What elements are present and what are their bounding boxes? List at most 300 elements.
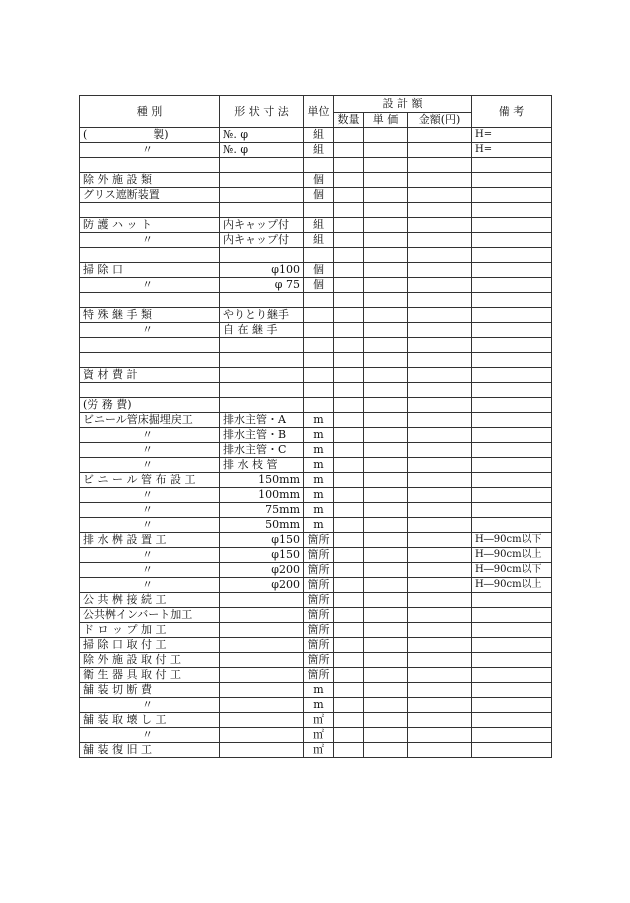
row-note — [472, 233, 552, 248]
row-shape — [220, 743, 304, 758]
row-shape: 排水主管・B — [220, 428, 304, 443]
row-kind: 〃 — [80, 233, 220, 248]
table-row — [80, 578, 552, 593]
row-kind — [80, 353, 220, 368]
row-unit: m — [304, 518, 334, 533]
row-qty — [334, 593, 364, 608]
table-row — [80, 743, 552, 758]
row-shape — [220, 173, 304, 188]
row-qty — [334, 128, 364, 143]
row-note — [472, 413, 552, 428]
table-row — [80, 128, 552, 143]
row-qty — [334, 233, 364, 248]
row-unit: m — [304, 503, 334, 518]
table-row — [80, 563, 552, 578]
row-unit: 組 — [304, 233, 334, 248]
header-unit: 単位 — [304, 96, 334, 128]
row-unit: 箇所 — [304, 563, 334, 578]
row-qty — [334, 428, 364, 443]
row-price — [364, 443, 408, 458]
header-qty: 数量 — [334, 113, 364, 128]
row-note — [472, 683, 552, 698]
row-kind: グリス遮断装置 — [80, 188, 220, 203]
row-amount — [408, 503, 472, 518]
row-price — [364, 668, 408, 683]
row-amount — [408, 278, 472, 293]
row-qty — [334, 278, 364, 293]
row-unit: ㎡ — [304, 728, 334, 743]
row-qty — [334, 683, 364, 698]
row-unit: m — [304, 443, 334, 458]
row-shape: 50mm — [220, 518, 304, 533]
row-shape: φ150 — [220, 533, 304, 548]
row-price — [364, 338, 408, 353]
row-amount — [408, 608, 472, 623]
table-row — [80, 623, 552, 638]
row-unit: m — [304, 488, 334, 503]
row-note: H= — [472, 128, 552, 143]
row-shape: φ100 — [220, 263, 304, 278]
row-qty — [334, 458, 364, 473]
row-amount — [408, 518, 472, 533]
row-amount — [408, 218, 472, 233]
row-note — [472, 743, 552, 758]
row-price — [364, 353, 408, 368]
table-row — [80, 353, 552, 368]
table-row — [80, 488, 552, 503]
row-qty — [334, 743, 364, 758]
row-note: H―90cm以上 — [472, 578, 552, 593]
row-note: H―90cm以下 — [472, 533, 552, 548]
row-shape — [220, 383, 304, 398]
row-qty — [334, 368, 364, 383]
row-qty — [334, 158, 364, 173]
row-price — [364, 398, 408, 413]
row-note — [472, 503, 552, 518]
row-note — [472, 458, 552, 473]
row-qty — [334, 308, 364, 323]
row-shape — [220, 338, 304, 353]
row-note — [472, 293, 552, 308]
row-kind: 〃 — [80, 503, 220, 518]
table-row — [80, 278, 552, 293]
table-row — [80, 308, 552, 323]
row-shape — [220, 698, 304, 713]
row-shape — [220, 593, 304, 608]
row-unit: m — [304, 683, 334, 698]
row-unit: 個 — [304, 263, 334, 278]
table-row — [80, 713, 552, 728]
row-note — [472, 248, 552, 263]
row-shape — [220, 713, 304, 728]
row-note — [472, 308, 552, 323]
row-note — [472, 428, 552, 443]
row-note — [472, 638, 552, 653]
row-qty — [334, 218, 364, 233]
row-unit — [304, 338, 334, 353]
row-amount — [408, 578, 472, 593]
table-row — [80, 503, 552, 518]
row-shape: φ 75 — [220, 278, 304, 293]
row-price — [364, 173, 408, 188]
row-note — [472, 398, 552, 413]
row-kind: 〃 — [80, 548, 220, 563]
row-kind: 〃 — [80, 143, 220, 158]
row-unit: 組 — [304, 143, 334, 158]
row-unit: 箇所 — [304, 653, 334, 668]
row-amount — [408, 368, 472, 383]
row-price — [364, 683, 408, 698]
table-row — [80, 518, 552, 533]
row-price — [364, 323, 408, 338]
row-amount — [408, 653, 472, 668]
row-amount — [408, 398, 472, 413]
row-qty — [334, 203, 364, 218]
table-row — [80, 443, 552, 458]
row-shape — [220, 368, 304, 383]
row-qty — [334, 263, 364, 278]
row-note — [472, 728, 552, 743]
row-price — [364, 728, 408, 743]
row-unit: 組 — [304, 128, 334, 143]
table-row — [80, 413, 552, 428]
row-kind: 〃 — [80, 458, 220, 473]
row-note — [472, 473, 552, 488]
row-qty — [334, 248, 364, 263]
row-price — [364, 548, 408, 563]
row-note — [472, 353, 552, 368]
row-amount — [408, 263, 472, 278]
row-note — [472, 173, 552, 188]
row-note — [472, 518, 552, 533]
row-kind: 〃 — [80, 698, 220, 713]
row-shape: 排水主管・C — [220, 443, 304, 458]
row-price — [364, 278, 408, 293]
row-kind: 〃 — [80, 488, 220, 503]
row-shape — [220, 728, 304, 743]
row-note — [472, 158, 552, 173]
row-kind: 舗 装 切 断 費 — [80, 683, 220, 698]
row-kind: 除 外 施 設 類 — [80, 173, 220, 188]
row-unit — [304, 308, 334, 323]
row-unit: m — [304, 428, 334, 443]
row-note — [472, 218, 552, 233]
row-note — [472, 608, 552, 623]
table-row — [80, 143, 552, 158]
row-unit: ㎡ — [304, 743, 334, 758]
row-shape — [220, 188, 304, 203]
row-kind: 除 外 施 設 取 付 工 — [80, 653, 220, 668]
row-qty — [334, 443, 364, 458]
row-amount — [408, 308, 472, 323]
row-price — [364, 653, 408, 668]
row-shape — [220, 293, 304, 308]
row-shape: 内キャップ付 — [220, 218, 304, 233]
table-row — [80, 728, 552, 743]
row-qty — [334, 293, 364, 308]
row-price — [364, 383, 408, 398]
row-amount — [408, 668, 472, 683]
row-amount — [408, 143, 472, 158]
row-shape: やりとり継手 — [220, 308, 304, 323]
row-amount — [408, 488, 472, 503]
row-qty — [334, 323, 364, 338]
row-unit: 箇所 — [304, 638, 334, 653]
table-row — [80, 323, 552, 338]
row-note — [472, 323, 552, 338]
row-price — [364, 638, 408, 653]
table-row — [80, 338, 552, 353]
row-shape — [220, 653, 304, 668]
row-qty — [334, 533, 364, 548]
row-shape: φ150 — [220, 548, 304, 563]
row-amount — [408, 593, 472, 608]
row-qty — [334, 668, 364, 683]
table-row — [80, 158, 552, 173]
table-row — [80, 293, 552, 308]
row-amount — [408, 698, 472, 713]
row-amount — [408, 563, 472, 578]
row-note — [472, 668, 552, 683]
row-qty — [334, 338, 364, 353]
row-note: H―90cm以下 — [472, 563, 552, 578]
row-amount — [408, 158, 472, 173]
row-shape — [220, 683, 304, 698]
row-qty — [334, 143, 364, 158]
row-unit: 個 — [304, 173, 334, 188]
row-shape: 75mm — [220, 503, 304, 518]
row-unit — [304, 398, 334, 413]
row-qty — [334, 398, 364, 413]
table-row — [80, 698, 552, 713]
row-amount — [408, 428, 472, 443]
row-note — [472, 263, 552, 278]
row-kind: 掃 除 口 — [80, 263, 220, 278]
row-unit — [304, 203, 334, 218]
table-row — [80, 593, 552, 608]
row-amount — [408, 353, 472, 368]
table-row — [80, 668, 552, 683]
row-unit: 箇所 — [304, 593, 334, 608]
table-row — [80, 383, 552, 398]
row-qty — [334, 353, 364, 368]
row-kind: 資 材 費 計 — [80, 368, 220, 383]
row-note — [472, 278, 552, 293]
row-qty — [334, 488, 364, 503]
row-unit: m — [304, 413, 334, 428]
row-unit: 個 — [304, 278, 334, 293]
row-amount — [408, 473, 472, 488]
row-note — [472, 713, 552, 728]
row-shape — [220, 353, 304, 368]
row-kind: ビ ニ ー ル 管 布 設 工 — [80, 473, 220, 488]
table-row — [80, 653, 552, 668]
row-amount — [408, 233, 472, 248]
row-note: H= — [472, 143, 552, 158]
row-amount — [408, 443, 472, 458]
row-unit — [304, 248, 334, 263]
row-amount — [408, 638, 472, 653]
row-qty — [334, 383, 364, 398]
row-price — [364, 578, 408, 593]
row-amount — [408, 203, 472, 218]
row-unit — [304, 353, 334, 368]
row-unit — [304, 323, 334, 338]
row-kind: 舗 装 復 旧 工 — [80, 743, 220, 758]
table-row — [80, 203, 552, 218]
row-kind: 特 殊 継 手 類 — [80, 308, 220, 323]
row-shape — [220, 608, 304, 623]
row-note — [472, 593, 552, 608]
row-amount — [408, 383, 472, 398]
row-note — [472, 488, 552, 503]
table-row — [80, 218, 552, 233]
row-amount — [408, 173, 472, 188]
row-note — [472, 338, 552, 353]
row-qty — [334, 578, 364, 593]
row-price — [364, 143, 408, 158]
row-qty — [334, 698, 364, 713]
row-unit — [304, 368, 334, 383]
row-price — [364, 593, 408, 608]
row-amount — [408, 533, 472, 548]
row-kind: (労 務 費) — [80, 398, 220, 413]
row-qty — [334, 548, 364, 563]
row-amount — [408, 623, 472, 638]
row-shape: №. φ — [220, 128, 304, 143]
row-amount — [408, 188, 472, 203]
row-qty — [334, 188, 364, 203]
row-qty — [334, 713, 364, 728]
row-unit: 箇所 — [304, 668, 334, 683]
row-shape — [220, 623, 304, 638]
row-note — [472, 203, 552, 218]
row-note — [472, 443, 552, 458]
row-price — [364, 293, 408, 308]
row-kind: 〃 — [80, 518, 220, 533]
header-note: 備 考 — [472, 96, 552, 128]
row-shape: №. φ — [220, 143, 304, 158]
row-qty — [334, 728, 364, 743]
row-unit: m — [304, 698, 334, 713]
row-kind: ビニール管床掘埋戻工 — [80, 413, 220, 428]
row-price — [364, 473, 408, 488]
row-shape: 排水主管・A — [220, 413, 304, 428]
table-row — [80, 638, 552, 653]
row-shape: 100mm — [220, 488, 304, 503]
row-qty — [334, 638, 364, 653]
row-price — [364, 458, 408, 473]
row-amount — [408, 458, 472, 473]
row-shape: φ200 — [220, 563, 304, 578]
row-amount — [408, 293, 472, 308]
row-amount — [408, 128, 472, 143]
row-kind: 防 護 ハ ッ ト — [80, 218, 220, 233]
row-unit: m — [304, 473, 334, 488]
row-unit — [304, 158, 334, 173]
row-shape — [220, 158, 304, 173]
row-amount — [408, 413, 472, 428]
row-note — [472, 623, 552, 638]
row-unit — [304, 383, 334, 398]
row-shape — [220, 668, 304, 683]
row-price — [364, 188, 408, 203]
row-amount — [408, 548, 472, 563]
row-kind: 〃 — [80, 563, 220, 578]
row-shape: 排 水 枝 管 — [220, 458, 304, 473]
row-price — [364, 563, 408, 578]
row-qty — [334, 623, 364, 638]
table-row — [80, 428, 552, 443]
table-row — [80, 233, 552, 248]
row-note — [472, 698, 552, 713]
row-kind: 衛 生 器 具 取 付 工 — [80, 668, 220, 683]
row-qty — [334, 563, 364, 578]
row-amount — [408, 728, 472, 743]
row-amount — [408, 683, 472, 698]
row-kind: 舗 装 取 壊 し 工 — [80, 713, 220, 728]
row-unit: 箇所 — [304, 548, 334, 563]
row-shape: φ200 — [220, 578, 304, 593]
row-kind — [80, 338, 220, 353]
row-kind: 公共桝インバート加工 — [80, 608, 220, 623]
row-kind — [80, 293, 220, 308]
table-row — [80, 173, 552, 188]
table-row — [80, 263, 552, 278]
row-price — [364, 488, 408, 503]
header-design-amount: 設 計 額 — [334, 96, 472, 113]
row-amount — [408, 338, 472, 353]
row-amount — [408, 323, 472, 338]
row-note — [472, 653, 552, 668]
table-row — [80, 533, 552, 548]
table-row — [80, 473, 552, 488]
row-price — [364, 203, 408, 218]
estimate-sheet — [79, 95, 551, 758]
table-row — [80, 188, 552, 203]
row-unit: 箇所 — [304, 608, 334, 623]
row-shape — [220, 203, 304, 218]
row-price — [364, 248, 408, 263]
row-amount — [408, 248, 472, 263]
row-shape — [220, 398, 304, 413]
row-kind: ( 製) — [80, 128, 220, 143]
row-price — [364, 518, 408, 533]
row-kind: 〃 — [80, 428, 220, 443]
row-unit: 個 — [304, 188, 334, 203]
row-kind — [80, 383, 220, 398]
row-price — [364, 233, 408, 248]
row-kind — [80, 158, 220, 173]
row-shape: 内キャップ付 — [220, 233, 304, 248]
row-qty — [334, 653, 364, 668]
table-row — [80, 368, 552, 383]
row-kind: 〃 — [80, 278, 220, 293]
row-price — [364, 158, 408, 173]
row-kind — [80, 248, 220, 263]
row-kind — [80, 203, 220, 218]
row-shape — [220, 248, 304, 263]
row-unit: m — [304, 458, 334, 473]
row-note — [472, 368, 552, 383]
table-row — [80, 248, 552, 263]
header-kind: 種 別 — [80, 96, 220, 128]
row-unit: ㎡ — [304, 713, 334, 728]
row-note: H―90cm以上 — [472, 548, 552, 563]
row-kind: ド ロ ッ プ 加 工 — [80, 623, 220, 638]
row-price — [364, 533, 408, 548]
row-kind: 〃 — [80, 728, 220, 743]
